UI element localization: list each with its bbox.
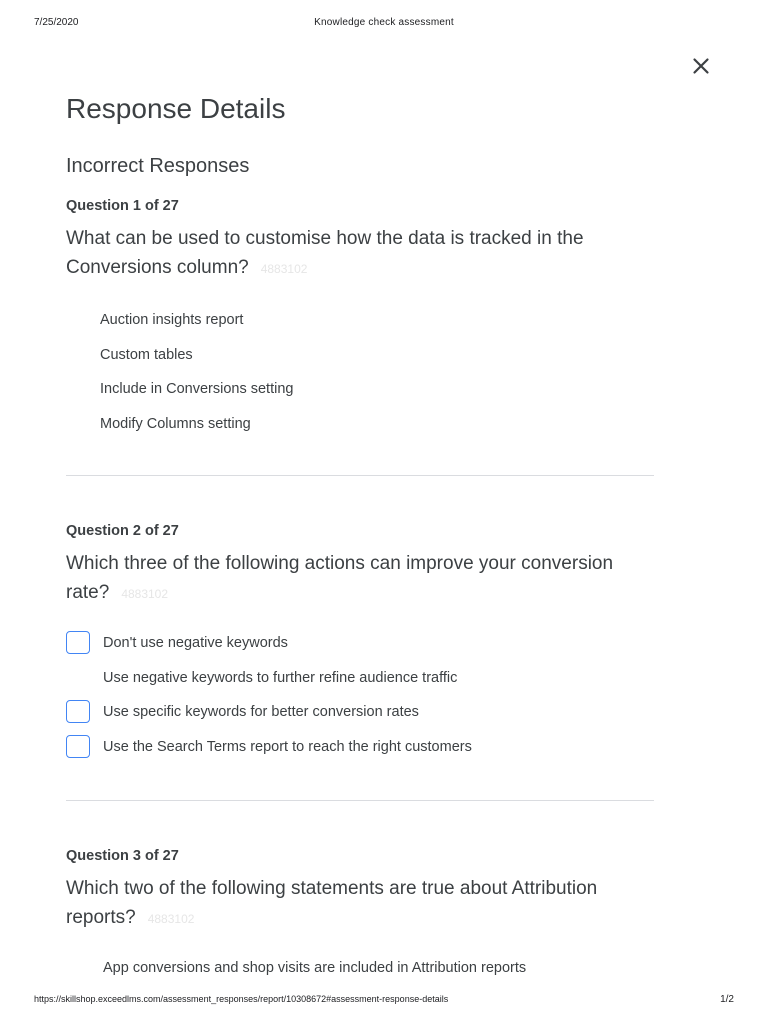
answer-option-label: Use negative keywords to further refine audience traffic (103, 670, 458, 686)
answer-option-label: Auction insights report (100, 312, 244, 328)
question-1 (66, 198, 654, 432)
divider (66, 475, 654, 476)
answer-option[interactable] (66, 956, 626, 982)
checkbox[interactable] (66, 700, 90, 723)
close-button[interactable] (689, 54, 713, 78)
print-url: https://skillshop.exceedlms.com/assessment_responses/report/10308672#assessment-response-details (34, 994, 449, 1004)
checkbox[interactable] (66, 735, 90, 758)
question-id: 4883102 (260, 262, 308, 276)
answer-option-label: Custom tables (100, 347, 193, 363)
answer-option[interactable] (66, 412, 626, 438)
answer-option[interactable] (66, 700, 626, 726)
checkbox[interactable] (66, 631, 90, 654)
question-text (66, 549, 626, 609)
question-text-content: Which three of the following actions can improve your conversion rate? (66, 553, 614, 603)
answer-option-label: Include in Conversions setting (100, 381, 294, 397)
answer-option[interactable] (66, 343, 626, 369)
question-2 (66, 523, 654, 755)
print-footer (0, 994, 768, 1008)
question-3 (66, 848, 654, 976)
question-id: 4883102 (147, 912, 195, 926)
answer-option[interactable] (66, 666, 626, 692)
question-number: Question 3 of 27 (66, 848, 179, 864)
answer-option-label: Modify Columns setting (100, 416, 251, 432)
answer-option-label: Don't use negative keywords (103, 635, 288, 651)
print-page-number: 1/2 (720, 994, 734, 1005)
answer-option[interactable] (66, 377, 626, 403)
page-title: Response Details (66, 93, 286, 124)
question-number: Question 2 of 27 (66, 523, 179, 539)
answer-option[interactable] (66, 631, 626, 657)
answer-option-label: Use the Search Terms report to reach the right customers (103, 739, 472, 755)
print-title: Knowledge check assessment (314, 17, 454, 28)
answer-option[interactable] (66, 735, 626, 761)
question-number: Question 1 of 27 (66, 198, 179, 214)
question-text-content: What can be used to customise how the data is tracked in the Conversions column? (66, 228, 584, 278)
close-icon (689, 54, 713, 78)
section-title: Incorrect Responses (66, 155, 250, 177)
answer-option-label: App conversions and shop visits are included in Attribution reports (103, 960, 527, 976)
question-id: 4883102 (121, 587, 169, 601)
question-text (66, 224, 626, 284)
question-text (66, 874, 626, 934)
question-text-content: Which two of the following statements are true about Attribution reports? (66, 878, 598, 928)
print-date: 7/25/2020 (34, 17, 79, 28)
print-header (0, 17, 768, 31)
answer-option[interactable] (66, 308, 626, 334)
answer-option-label: Use specific keywords for better conversion rates (103, 704, 419, 720)
divider (66, 800, 654, 801)
